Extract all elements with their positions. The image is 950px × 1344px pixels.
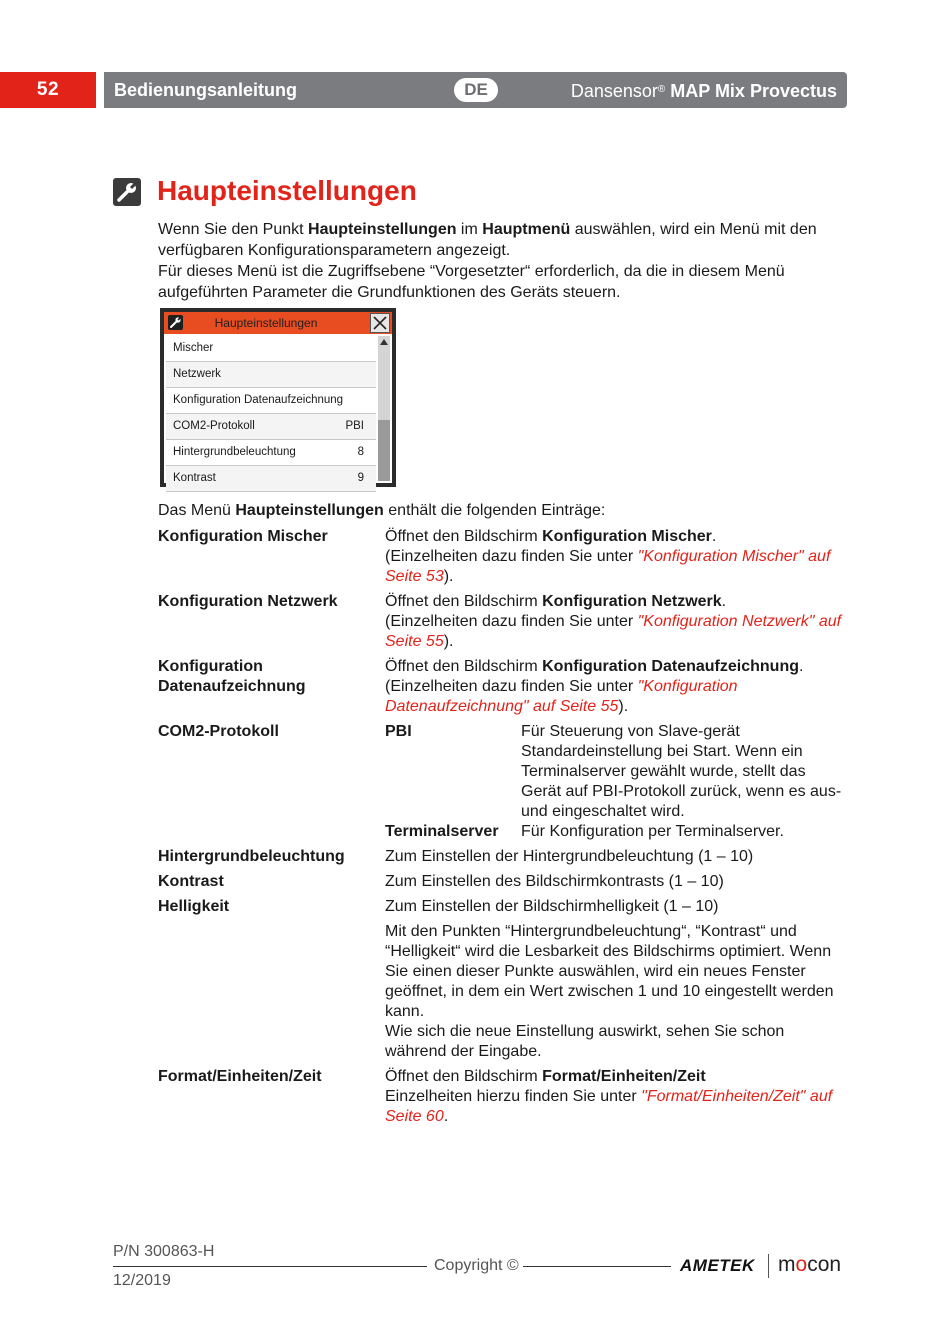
entry-com2-protokoll <box>158 722 848 842</box>
note-description: Mit den Punkten “Hintergrundbeleuchtung“, “Kontrast“ und “Helligkeit“ wird die Lesbarkeit des Bildschirms optimiert. Wenn Sie einen dieser Punkte auswählen, wird ein neues Fenster geöffnet, in dem ein Wert zwischen 1 und 10 eingestellt werden kann. Wie sich die neue Einstellung auswirkt, sehen Sie schon während der Eingabe. <box>385 923 834 1060</box>
intro-text <box>158 219 848 303</box>
footer-divider <box>113 1266 427 1267</box>
header-bar <box>104 72 847 108</box>
entry-term: COM2-Protokoll <box>158 723 279 740</box>
product-name: MAP Mix Provectus <box>670 81 837 101</box>
wrench-icon <box>113 178 141 206</box>
device-screenshot <box>160 308 396 487</box>
option-terminalserver <box>385 822 848 842</box>
product-title <box>571 72 837 108</box>
entry-term: Kontrast <box>158 873 224 890</box>
copyright-notice: Copyright © <box>434 1257 519 1274</box>
entry-kontrast <box>158 872 848 892</box>
entry-format-einheiten-zeit <box>158 1067 848 1127</box>
page-number: 52 <box>0 72 96 108</box>
entry-term: Hintergrundbeleuchtung <box>158 848 345 865</box>
entry-datenaufzeichnung <box>158 657 848 717</box>
device-titlebar <box>164 312 392 334</box>
entry-display-note <box>158 922 848 1062</box>
cross-reference-link[interactable]: "Konfiguration Mischer" auf Seite 53 <box>385 548 831 585</box>
entry-description: Zum Einstellen der Bildschirmhelligkeit (1 – 10) <box>385 898 719 915</box>
entry-netzwerk <box>158 592 848 652</box>
logo-separator <box>768 1254 769 1278</box>
option-description: Für Steuerung von Slave-gerät Standardeinstellung bei Start. Wenn ein Terminalserver gewählt wurde, stellt das Gerät auf PBI-Protokoll zurück, wenn es aus- und eingeschaltet wird. <box>521 723 842 820</box>
entry-term: Konfiguration Netzwerk <box>158 593 338 610</box>
entries-list <box>158 527 848 1127</box>
option-term: PBI <box>385 723 412 740</box>
language-badge: DE <box>454 78 498 102</box>
entry-term: Konfiguration Datenaufzeichnung <box>158 658 306 695</box>
entry-description: Öffnet den Bildschirm Konfiguration Mischer. (Einzelheiten dazu finden Sie unter "Konfiguration Mischer" auf Seite 53). <box>385 528 831 585</box>
device-menu-list <box>166 336 376 492</box>
ametek-logo: AMETEK <box>680 1256 755 1275</box>
entry-description: Zum Einstellen des Bildschirmkontrasts (1 – 10) <box>385 873 724 890</box>
cross-reference-link[interactable]: "Konfiguration Datenaufzeichnung" auf Seite 55 <box>385 678 738 715</box>
device-menu-item[interactable]: Netzwerk <box>166 362 376 388</box>
entry-description: Öffnet den Bildschirm Konfiguration Netzwerk. (Einzelheiten dazu finden Sie unter "Konfiguration Netzwerk" auf Seite 55). <box>385 593 842 650</box>
entry-description: Öffnet den Bildschirm Format/Einheiten/Zeit Einzelheiten hierzu finden Sie unter "Format/Einheiten/Zeit" auf Seite 60. <box>385 1068 833 1125</box>
device-screen <box>164 312 392 483</box>
document-title: Bedienungsanleitung <box>114 80 298 100</box>
entry-helligkeit <box>158 897 848 917</box>
footer-divider <box>523 1266 671 1267</box>
mocon-logo: mocon <box>778 1253 842 1276</box>
option-description: Für Konfiguration per Terminalserver. <box>521 823 784 840</box>
entry-description <box>385 722 848 842</box>
product-brand: Dansensor <box>570 81 658 101</box>
device-menu-item[interactable]: Kontrast 9 <box>166 466 376 492</box>
scroll-up-arrow-icon[interactable] <box>380 339 388 345</box>
intro-paragraph-2: Für dieses Menü ist die Zugriffsebene “Vorgesetzter“ erforderlich, da die in diesem Menü aufgeführten Parameter die Grundfunktionen des Geräts steuern. <box>158 263 785 301</box>
device-menu-item[interactable]: Konfiguration Datenaufzeichnung <box>166 388 376 414</box>
entry-term: Helligkeit <box>158 898 230 915</box>
footer-date: 12/2019 <box>113 1272 171 1289</box>
device-title: Haupteinstellungen <box>214 316 318 330</box>
device-close-icon[interactable] <box>370 313 390 333</box>
part-number: P/N 300863-H <box>113 1243 215 1260</box>
scrollbar-thumb[interactable] <box>378 420 390 481</box>
entry-description: Zum Einstellen der Hintergrundbeleuchtung (1 – 10) <box>385 848 754 865</box>
device-menu-item[interactable]: Hintergrundbeleuchtung 8 <box>166 440 376 466</box>
option-term: Terminalserver <box>385 823 499 840</box>
device-scrollbar[interactable] <box>378 336 390 481</box>
device-menu-item[interactable]: COM2-Protokoll PBI <box>166 414 376 440</box>
device-menu-item[interactable]: Mischer <box>166 336 376 362</box>
entry-term: Konfiguration Mischer <box>158 528 328 545</box>
entries-lead: Das Menü Haupteinstellungen enthält die folgenden Einträge: <box>158 502 606 519</box>
entry-mischer <box>158 527 848 587</box>
intro-paragraph-1: Wenn Sie den Punkt Haupteinstellungen im Hauptmenü auswählen, wird ein Menü mit den verfügbaren Konfigurationsparametern angezeigt. <box>158 221 817 259</box>
option-pbi <box>385 722 848 822</box>
entry-term: Format/Einheiten/Zeit <box>158 1068 322 1085</box>
section-title: Haupteinstellungen <box>157 175 417 206</box>
entry-description: Öffnet den Bildschirm Konfiguration Datenaufzeichnung. (Einzelheiten dazu finden Sie unter "Konfiguration Datenaufzeichnung" auf Seite 55). <box>385 658 804 715</box>
cross-reference-link[interactable]: "Format/Einheiten/Zeit" auf Seite 60 <box>385 1088 833 1125</box>
registered-mark: ® <box>657 84 666 95</box>
cross-reference-link[interactable]: "Konfiguration Netzwerk" auf Seite 55 <box>385 613 842 650</box>
entry-hintergrundbeleuchtung <box>158 847 848 867</box>
